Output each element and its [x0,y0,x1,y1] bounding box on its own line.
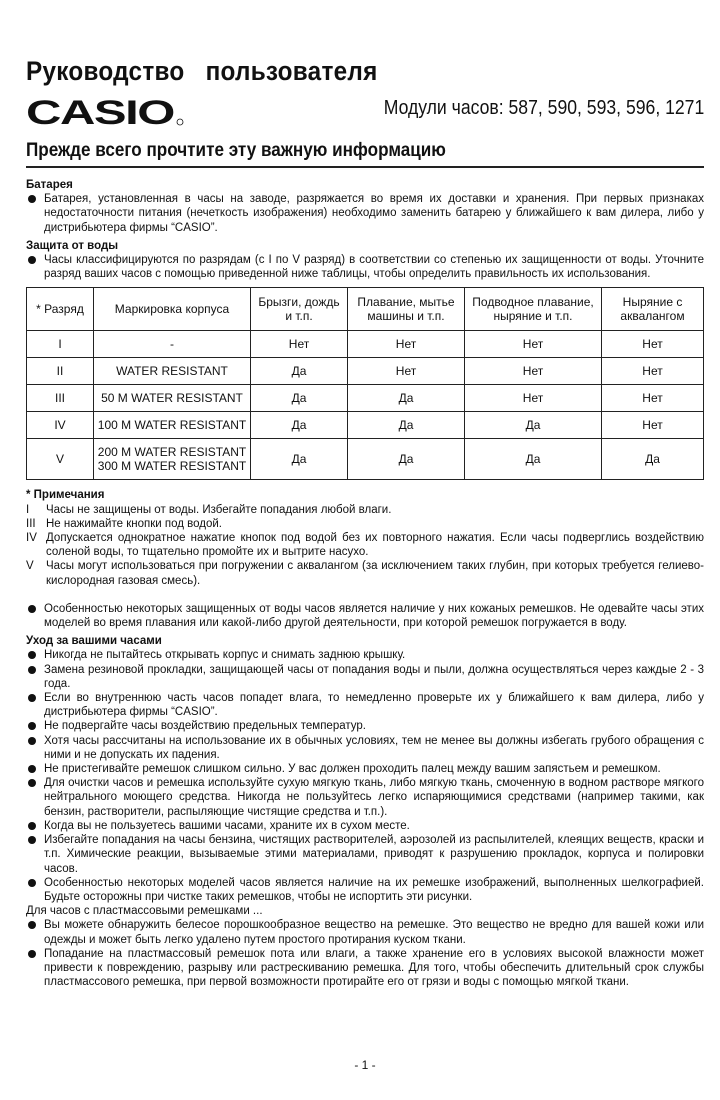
table-header: Подводное плавание, ныряние и т.п. [465,288,602,331]
table-cell: Нет [602,331,704,358]
table-cell: Да [348,439,465,480]
note-mark: IV [26,532,37,545]
table-row [27,358,704,385]
table-cell: Да [465,412,602,439]
table-cell: Да [251,385,348,412]
care-item: Избегайте попадания на часы бензина, чистящих растворителей, аэрозолей из распылителей, клеящих веществ, краски и т.п. Химические реакции, вызываемые этими материалами, приводят к разрушению прокладок, корпуса и полировки часов. [26,833,704,876]
note-text: Часы могут использоваться при погружении с аквалангом (за исключением таких глубин, при которых требуется гелиево-кислородная газовая смесь). [46,560,704,587]
battery-heading: Батарея [26,179,73,191]
table-header: Плавание, мытье машины и т.п. [348,288,465,331]
table-cell: Да [602,439,704,480]
table-cell: Нет [465,358,602,385]
note-mark: III [26,517,36,530]
section-subtitle: Прежде всего прочтите эту важную информацию [26,140,446,161]
note-item [26,503,704,517]
plastic-strap-item: Попадание на пластмассовый ремешок пота или влаги, а также хранение его в условиях высокой влажности может привести к повреждению, разрыву или растрескиванию ремешка. Для того, чтобы обеспечить длительный срок службы пластмассового ремешка, при первой возможности протирайте его от грязи и воды с помощью мягкой ткани. [26,947,704,990]
table-cell: II [27,358,94,385]
table-cell: - [94,331,251,358]
note-mark: V [26,560,34,573]
care-item: Особенностью некоторых моделей часов является наличие на их ремешке изображений, выполненных шелкографией. Будьте осторожны при чистке таких ремешков, чтобы не испортить эти рисунки. [26,876,704,904]
table-cell: Да [348,412,465,439]
care-item: Если во внутреннюю часть часов попадет влага, то немедленно проверьте их у ближайшего к вам дилера, либо у дистрибьютера фирмы “CASIO”. [26,691,704,719]
table-row [27,412,704,439]
table-cell: Нет [602,358,704,385]
table-header-row [27,288,704,331]
care-item: Замена резиновой прокладки, защищающей часы от попадания воды и пыли, должна осуществляться через каждые 2 - 3 года. [26,663,704,691]
care-item: Когда вы не пользуетесь вашими часами, храните их в сухом месте. [26,819,704,833]
note-mark: I [26,503,30,516]
watch-models: Модули часов: 587, 590, 593, 596, 1271 [383,97,704,119]
table-cell: Нет [465,385,602,412]
table-header: * Разряд [27,288,94,331]
table-cell: 100 M WATER RESISTANT [94,412,251,439]
care-item: Не пристегивайте ремешок слишком сильно. У вас должен проходить палец между вашим запястьем и ремешком. [26,762,704,776]
note-item [26,531,704,559]
table-cell: Нет [465,331,602,358]
table-row [27,331,704,358]
table-cell: Да [465,439,602,480]
main-content [26,174,704,989]
care-item: Хотя часы рассчитаны на использование их в обычных условиях, тем не менее вы должны избегать грубого обращения с ними и не допускать их падения. [26,734,704,762]
table-cell: Да [251,412,348,439]
table-cell: 50 M WATER RESISTANT [94,385,251,412]
header-divider [26,166,704,168]
table-cell: V [27,439,94,480]
note-text: Допускается однократное нажатие кнопок под водой без их повторного нажатия. Если часы подверглись воздействию соленой воды, то тщательно промойте их и вытрите насухо. [46,532,704,559]
table-row [27,385,704,412]
table-cell: Да [251,358,348,385]
water-resistance-table [26,287,704,480]
water-heading: Защита от воды [26,239,119,252]
battery-text: Батарея, установленная в часы на заводе, разряжается во время их доставки и хранения. При первых признаках недостаточности питания (нечеткость изображения) необходимо заменить батарею у ближайшего к вам дилера, либо у дистрибьютера фирмы “CASIO”. [26,192,704,235]
table-cell: IV [27,412,94,439]
table-cell: I [27,331,94,358]
table-cell: Да [251,439,348,480]
table-cell: Нет [251,331,348,358]
note-item [26,559,704,587]
note-text: Не нажимайте кнопки под водой. [46,517,222,530]
water-text: Часы классифицируются по разрядам (с I по V разряд) в соответствии со степенью их защищенности от воды. Уточните разряд ваших часов с помощью приведенной ниже таблицы, чтобы определить правильность их использования. [26,253,704,281]
table-header: Ныряние с аквалангом [602,288,704,331]
page-number: - 1 - [354,1058,376,1072]
table-cell: WATER RESISTANT [94,358,251,385]
strap-note: Особенностью некоторых защищенных от воды часов является наличие у них кожаных ремешков. Не одевайте часы этих моделей во время плавания или какой-либо другой деятельности, при которой ремешок погружается в воду. [26,602,704,630]
plastic-strap-intro: Для часов с пластмассовыми ремешками ... [26,905,263,918]
plastic-strap-item: Вы можете обнаружить белесое порошкообразное вещество на ремешке. Это вещество не вредно для вашей кожи или одежды и может быть легко удалено путем простого протирания куском ткани. [26,918,704,946]
note-text: Часы не защищены от воды. Избегайте попадания любой влаги. [46,503,392,516]
table-cell: Да [348,385,465,412]
table-row [27,439,704,480]
care-item: Никогда не пытайтесь открывать корпус и снимать заднюю крышку. [26,648,704,662]
table-cell: 200 M WATER RESISTANT 300 M WATER RESISTANT [94,439,251,480]
casio-logo [26,96,184,126]
table-cell: III [27,385,94,412]
care-item: Не подвергайте часы воздействию предельных температур. [26,719,704,733]
care-item: Для очистки часов и ремешка используйте сухую мягкую ткань, либо мягкую ткань, смоченную в водном растворе мягкого нейтрального моющего средства. Никогда не пользуйтесь легко испаряющимися средствами (например такими, как бензин, растворители, распыляющие чистящие средства и т.п.). [26,776,704,819]
table-cell: Нет [348,331,465,358]
table-cell: Нет [602,412,704,439]
care-heading: Уход за вашими часами [26,635,162,648]
manual-title: Руководство пользователя [26,56,378,86]
casio-logo-text: CASIO [26,96,175,126]
table-header: Брызги, дождь и т.п. [251,288,348,331]
table-header: Маркировка корпуса [94,288,251,331]
table-cell: Нет [348,358,465,385]
notes-heading: * Примечания [26,489,105,502]
note-item [26,517,704,531]
table-cell: Нет [602,385,704,412]
